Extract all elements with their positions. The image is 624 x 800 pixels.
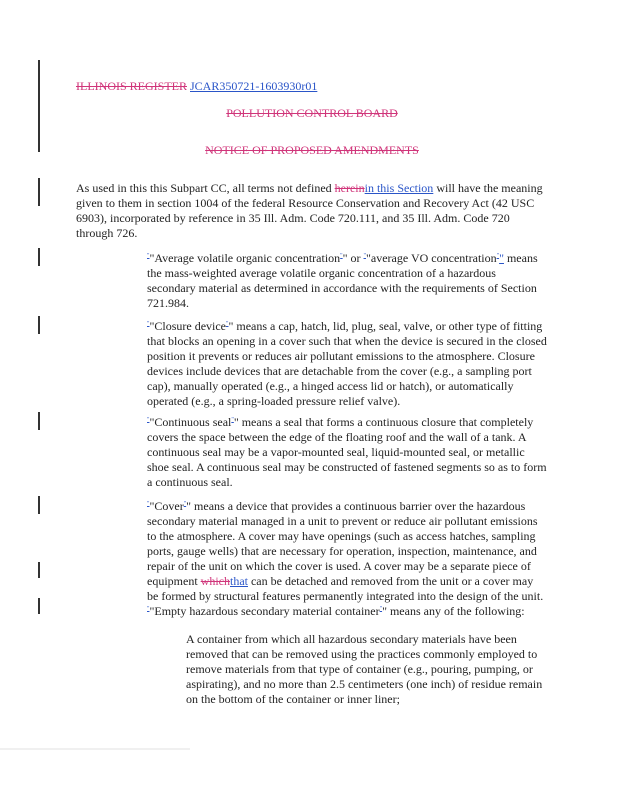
term-name: Cover	[154, 499, 184, 513]
quote: "	[382, 604, 387, 618]
quote: "	[342, 251, 348, 265]
definition-body: means the mass-weighted average volatile organic concentration of a hazardous secondary material as determined in accordance with the requirements of Section 721.984.	[147, 251, 538, 310]
quote-mark: "	[496, 253, 500, 259]
register-inserted: JCAR350721-1603930r01	[190, 79, 318, 93]
definition-body-rest: can be detached and removed from the unit or a cover may be formed by structural features permanently integrated into the design of the unit.	[147, 574, 544, 603]
change-bar	[38, 598, 40, 614]
intro-deleted: herein	[334, 181, 365, 195]
quote-mark: "	[379, 606, 383, 612]
term-name-alt: average VO concentration	[370, 251, 497, 265]
register-deleted: ILLINOIS REGISTER	[76, 79, 187, 93]
item-text: A container from which all hazardous secondary materials have been removed that can be removed using the practices commonly employed to remove materials from that type of container (e.g., pouring, pumping, or aspirating), and no more than 2.5 centimeters (one inch) of residue remain on the bottom of the container or inner liner;	[186, 632, 543, 706]
board-title-text: POLLUTION CONTROL BOARD	[226, 106, 398, 120]
term-or: or	[347, 251, 364, 265]
definition-closure-device	[147, 317, 547, 409]
quote-mark: "	[340, 253, 343, 259]
change-bar	[38, 562, 40, 578]
definition-body: means any of the following:	[386, 604, 525, 618]
quote: "	[149, 604, 155, 618]
quote: "	[149, 499, 155, 513]
change-bar	[38, 316, 40, 334]
intro-inserted: in this Section	[364, 181, 434, 195]
quote: "	[499, 251, 504, 265]
change-bar	[38, 248, 40, 266]
quote: "	[365, 251, 371, 265]
quote-mark: "	[147, 253, 150, 259]
term-name: Average volatile organic concentration	[154, 251, 341, 265]
change-bar	[38, 496, 40, 514]
term-name: Continuous seal	[154, 415, 232, 429]
quote: "	[233, 415, 239, 429]
definition-cover	[147, 497, 547, 604]
quote-mark: "	[147, 501, 150, 507]
definition-continuous-seal	[147, 413, 547, 490]
definition-average-voc	[147, 249, 547, 311]
board-title	[0, 106, 624, 121]
quote-mark: "	[226, 321, 229, 327]
quote-mark: "	[183, 501, 187, 507]
cover-inserted-word: that	[229, 574, 248, 588]
intro-text: As used in this this Subpart CC, all terms not defined	[76, 181, 335, 195]
quote-mark: "	[363, 253, 366, 259]
scan-artifact	[0, 748, 190, 750]
notice-title-text: NOTICE OF PROPOSED AMENDMENTS	[205, 143, 419, 157]
quote: "	[228, 319, 234, 333]
quote: "	[149, 319, 155, 333]
quote-mark: "	[147, 606, 150, 612]
empty-container-item-a	[186, 632, 546, 707]
quote: "	[186, 499, 192, 513]
quote: "	[149, 251, 155, 265]
term-name: Closure device	[154, 319, 227, 333]
register-header	[76, 79, 317, 94]
quote: "	[149, 415, 155, 429]
change-bar	[38, 412, 40, 430]
definition-body: means a device that provides a continuous barrier over the hazardous secondary material managed in a unit to prevent or reduce air pollutant emissions to the atmosphere. A cover may have openings (such as access hatches, sampling ports, gauge wells) that are necessary for operation, inspection, maintenance, and repair of the unit on which the cover is used. A cover may be a separate piece of equipment	[147, 499, 538, 588]
intro-text-rest: will have the meaning given to them in section 1004 of the federal Resource Conservation and Recovery Act (42 USC 6903), incorporated by reference in 35 Ill. Adm. Code 720.111, and 35 Ill. Adm. Code 720 through 726.	[76, 181, 543, 240]
notice-title	[0, 143, 624, 158]
definition-body: means a seal that forms a continuous closure that completely covers the space between the edge of the floating roof and the wall of a tank. A continuous seal may be a vapor-mounted seal, liquid-mounted seal, or metallic shoe seal. A continuous seal may be constructed of fastened segments so as to form a continuous seal.	[147, 415, 547, 489]
change-bar	[38, 178, 40, 206]
definition-body: means a cap, hatch, lid, plug, seal, valve, or other type of fitting that blocks an opening in a cover such that when the device is secured in the closed position it prevents or reduces air pollutant emissions to the atmosphere. Closure devices include devices that are detachable from the cover (e.g., a sampling port cap), manually operated (e.g., a hinged access lid or hatch), or automatically operated (e.g., a spring-loaded pressure relief valve).	[147, 319, 547, 408]
quote-mark: "	[147, 417, 150, 423]
term-name: Empty hazardous secondary material container	[154, 604, 380, 618]
quote-mark: "	[147, 321, 150, 327]
intro-paragraph	[76, 181, 546, 241]
definition-empty-container	[147, 602, 547, 619]
cover-deleted-word: which	[200, 574, 230, 588]
quote-mark: "	[231, 417, 234, 423]
